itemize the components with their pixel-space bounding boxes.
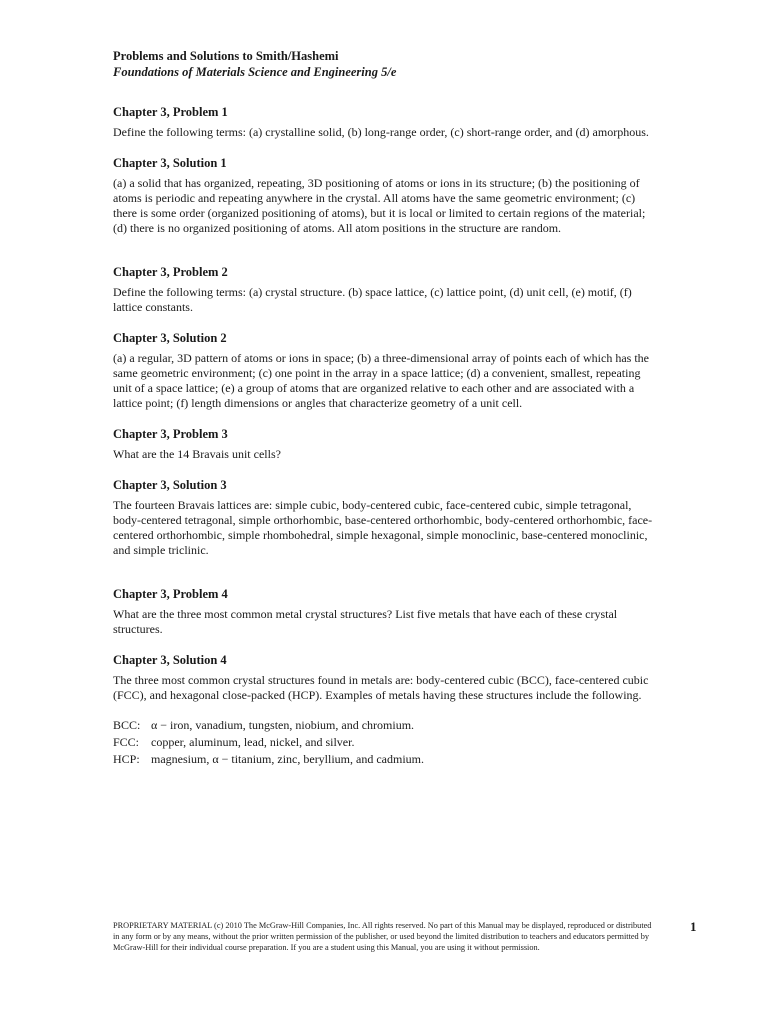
section-heading: Chapter 3, Problem 4: [113, 587, 228, 601]
solution-3: [113, 477, 653, 558]
header-line-1: Problems and Solutions to Smith/Hashemi: [113, 49, 339, 63]
section-heading: Chapter 3, Problem 2: [113, 265, 228, 279]
section-heading: Chapter 3, Problem 3: [113, 427, 228, 441]
section-text: The fourteen Bravais lattices are: simple cubic, body-centered cubic, face-centered cubic, simple tetragonal, body-centered tetragonal, simple orthorhombic, base-centered orthorhombic, body-centered orthorhombic, face-centered orthorhombic, simple rhombohedral, simple hexagonal, simple monoclinic, base-centered monoclinic, and simple triclinic.: [113, 498, 653, 557]
solution-2: [113, 330, 653, 411]
copyright-footer: PROPRIETARY MATERIAL (c) 2010 The McGraw-Hill Companies, Inc. All rights reserved. No part of this Manual may be displayed, reproduced or distributed in any form or by any means, without the prior written permission of the publisher, or used beyond the limited distribution to teachers and educators permitted by McGraw-Hill for their individual course preparation. If you are a student using this Manual, you are using it without permission.: [113, 921, 652, 952]
section-text: (a) a solid that has organized, repeating, 3D positioning of atoms or ions in its structure; (b) the positioning of atoms is periodic and repeating anywhere in the crystal. All atoms have the same geometric environment; (c) there is some order (organized positioning of atoms), but it is local or limited to certain regions of the material; (d) there is no organized positioning of atoms. All atom positions in the structure are random.: [113, 176, 646, 235]
metals-label: FCC:: [113, 735, 140, 749]
problem-4: [113, 586, 653, 637]
metals-row-fcc: [113, 734, 653, 751]
section-text: Define the following terms: (a) crystal structure. (b) space lattice, (c) lattice point, (d) unit cell, (e) motif, (f) lattice constants.: [113, 285, 632, 314]
solution-4: [113, 652, 653, 703]
problem-2: [113, 264, 653, 315]
section-heading: Chapter 3, Solution 3: [113, 478, 227, 492]
metals-value: copper, aluminum, lead, nickel, and silver.: [151, 735, 355, 749]
metals-value: magnesium, α − titanium, zinc, beryllium, and cadmium.: [151, 752, 424, 766]
metals-value: α − iron, vanadium, tungsten, niobium, and chromium.: [151, 718, 415, 732]
metals-label: HCP:: [113, 752, 140, 766]
document-page: [113, 48, 653, 768]
section-heading: Chapter 3, Solution 1: [113, 156, 227, 170]
header-line-2: Foundations of Materials Science and Engineering 5/e: [113, 65, 397, 79]
section-text: Define the following terms: (a) crystalline solid, (b) long-range order, (c) short-range order, and (d) amorphous.: [113, 125, 649, 139]
metals-label: BCC:: [113, 718, 141, 732]
problem-3: [113, 426, 653, 462]
section-text: What are the 14 Bravais unit cells?: [113, 447, 281, 461]
page-number: 1: [690, 919, 697, 934]
section-heading: Chapter 3, Solution 4: [113, 653, 227, 667]
document-header: [113, 48, 653, 80]
metals-list: [113, 717, 653, 768]
problem-1: [113, 104, 653, 140]
solution-1: [113, 155, 653, 236]
section-text: What are the three most common metal crystal structures? List five metals that have each of these crystal structures.: [113, 607, 618, 636]
section-text: The three most common crystal structures found in metals are: body-centered cubic (BCC), face-centered cubic (FCC), and hexagonal close-packed (HCP). Examples of metals having these structures include the following.: [113, 673, 649, 702]
section-heading: Chapter 3, Problem 1: [113, 105, 228, 119]
section-heading: Chapter 3, Solution 2: [113, 331, 227, 345]
section-text: (a) a regular, 3D pattern of atoms or ions in space; (b) a three-dimensional array of points each of which has the same geometric environment; (c) one point in the array in a space lattice; (d) a convenient, smallest, repeating unit of a space lattice; (e) a group of atoms that are organized relative to each other and are associated with a lattice point; (f) length dimensions or angles that characterize geometry of a unit cell.: [113, 351, 649, 410]
metals-row-bcc: [113, 717, 653, 734]
metals-row-hcp: [113, 751, 653, 768]
